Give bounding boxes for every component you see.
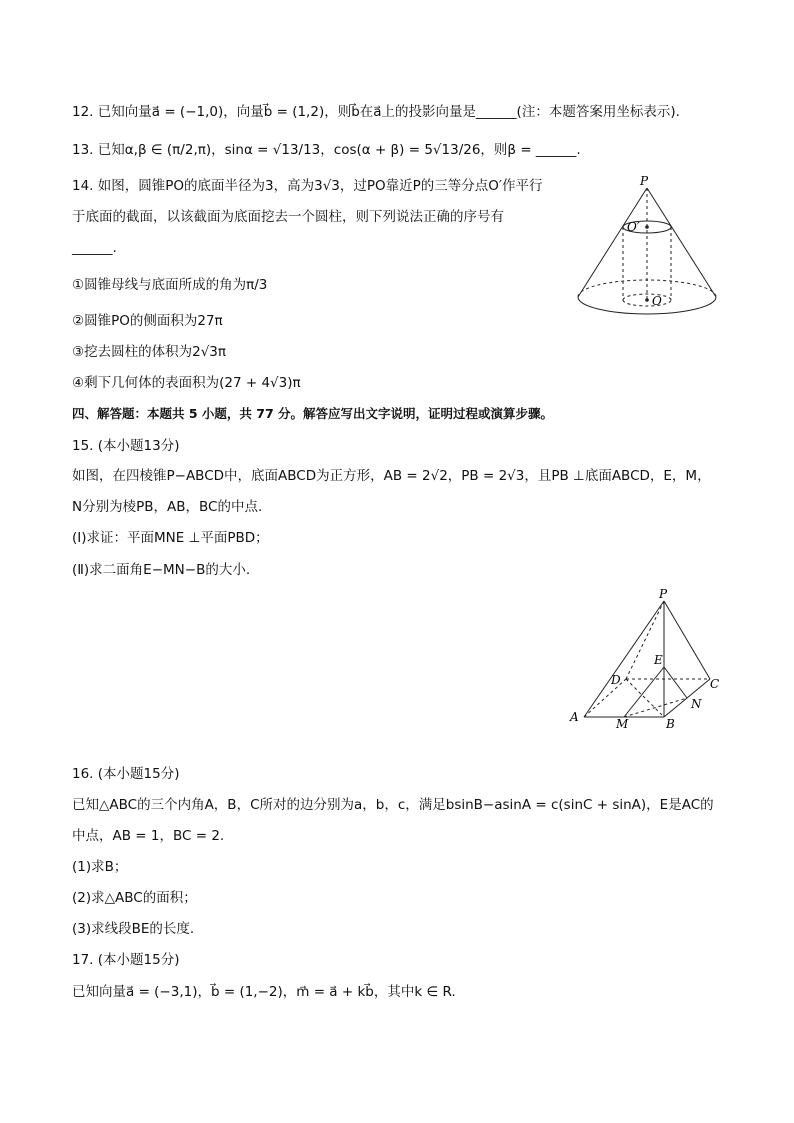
question-17-heading: 17. (本小题15分) [72,952,180,968]
question-16-part-3: (3)求线段BE的长度. [72,921,195,937]
cone-label-o: O [652,294,662,308]
pyramid-figure [566,585,731,733]
question-14-option-3: ③挖去圆柱的体积为2√3π [72,344,227,360]
pyramid-label-p: P [659,587,668,601]
question-16-part-2: (2)求△ABC的面积； [72,890,197,906]
pyramid-label-n: N [691,697,702,711]
pyramid-label-e: E [654,653,663,667]
question-14-blank: ______. [72,240,117,256]
pyramid-label-m: M [616,717,629,731]
question-14-option-1: ①圆锥母线与底面所成的角为π/3 [72,277,268,293]
cone-label-p: P [640,174,649,188]
question-14-option-4: ④剩下几何体的表面积为(27 + 4√3)π [72,375,301,391]
question-17-line-1: 已知向量a⃗ = (−3,1)，b⃗ = (1,−2)，m⃗ = a⃗ + kb⃗，其中k ∈ R. [72,984,456,1000]
question-12: 12. 已知向量a⃗ = (−1,0)，向量b⃗ = (1,2)，则b⃗在a⃗上的投影向量是______(注：本题答案用坐标表示). [72,104,680,120]
cone-label-o-prime: O′ [627,220,640,234]
question-15-heading: 15. (本小题13分) [72,438,180,454]
question-15-part-1: (Ⅰ)求证：平面MNE ⊥平面PBD； [72,530,269,546]
cone-figure [570,172,730,327]
pyramid-label-c: C [710,677,720,691]
question-16-heading: 16. (本小题15分) [72,766,180,782]
pyramid-label-b: B [666,717,675,731]
question-16-line-2: 中点，AB = 1，BC = 2. [72,828,225,844]
question-15-line-2: N分别为棱PB，AB，BC的中点. [72,499,263,515]
question-14-option-2: ②圆锥PO的侧面积为27π [72,313,223,329]
question-14-line-1: 14. 如图，圆锥PO的底面半径为3，高为3√3，过PO靠近P的三等分点O′作平行 [72,178,543,194]
question-15-line-1: 如图，在四棱锥P−ABCD中，底面ABCD为正方形，AB = 2√2，PB = 2√3，且PB ⊥底面ABCD，E，M， [72,468,711,484]
question-14-line-2: 于底面的截面，以该截面为底面挖去一个圆柱，则下列说法正确的序号有 [72,209,504,225]
question-16-line-1: 已知△ABC的三个内角A，B，C所对的边分别为a，b，c，满足bsinB−asinA = c(sinC + sinA)，E是AC的 [72,797,714,813]
section-4-heading: 四、解答题：本题共 5 小题，共 77 分。解答应写出文字说明，证明过程或演算步骤。 [72,406,554,421]
pyramid-label-d: D [611,673,621,687]
question-13: 13. 已知α,β ∈ (π/2,π)，sinα = √13/13，cos(α + β) = 5√13/26，则β = ______. [72,142,581,158]
question-16-part-1: (1)求B； [72,859,128,875]
question-15-part-2: (Ⅱ)求二面角E−MN−B的大小. [72,562,251,578]
pyramid-label-a: A [570,710,579,724]
